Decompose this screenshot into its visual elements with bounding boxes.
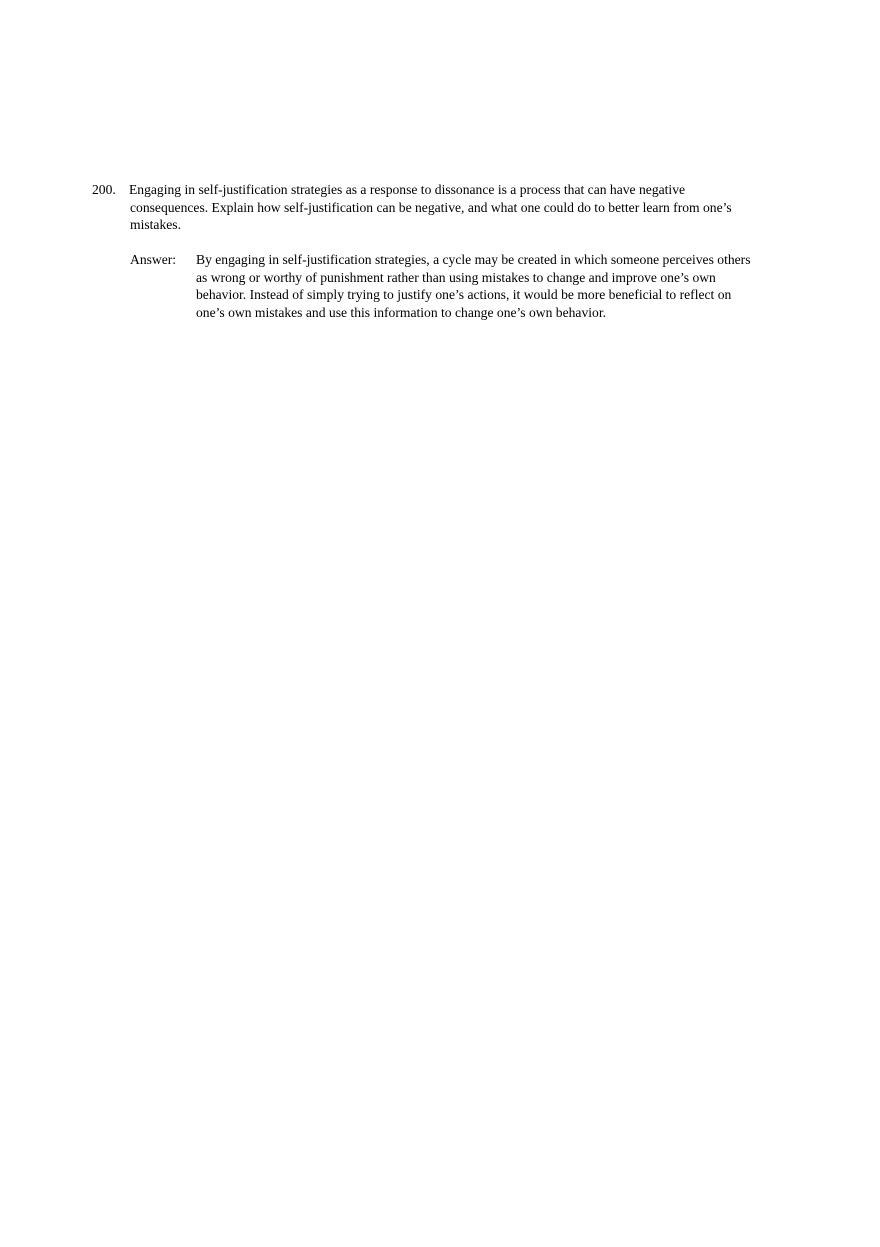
question-line: Engaging in self-justification strategies as a response to dissonance is a process that can have negative	[129, 182, 686, 197]
answer-text	[196, 251, 790, 321]
answer-line: as wrong or worthy of punishment rather than using mistakes to change and improve one’s own	[196, 269, 716, 285]
question-number: 200.	[92, 182, 116, 197]
question-text	[130, 181, 792, 234]
answer-line: behavior. Instead of simply trying to justify one’s actions, it would be more beneficial to reflect on	[196, 287, 732, 302]
answer-label: Answer:	[130, 252, 177, 267]
answer-line: By engaging in self-justification strategies, a cycle may be created in which someone perceives others	[196, 252, 751, 267]
question-line: consequences. Explain how self-justification can be negative, and what one could do to better learn from one’s	[130, 199, 732, 215]
question-block	[92, 181, 792, 234]
answer-block	[130, 251, 790, 321]
question-line: mistakes.	[130, 217, 181, 232]
answer-line: one’s own mistakes and use this information to change one’s own behavior.	[196, 304, 607, 320]
